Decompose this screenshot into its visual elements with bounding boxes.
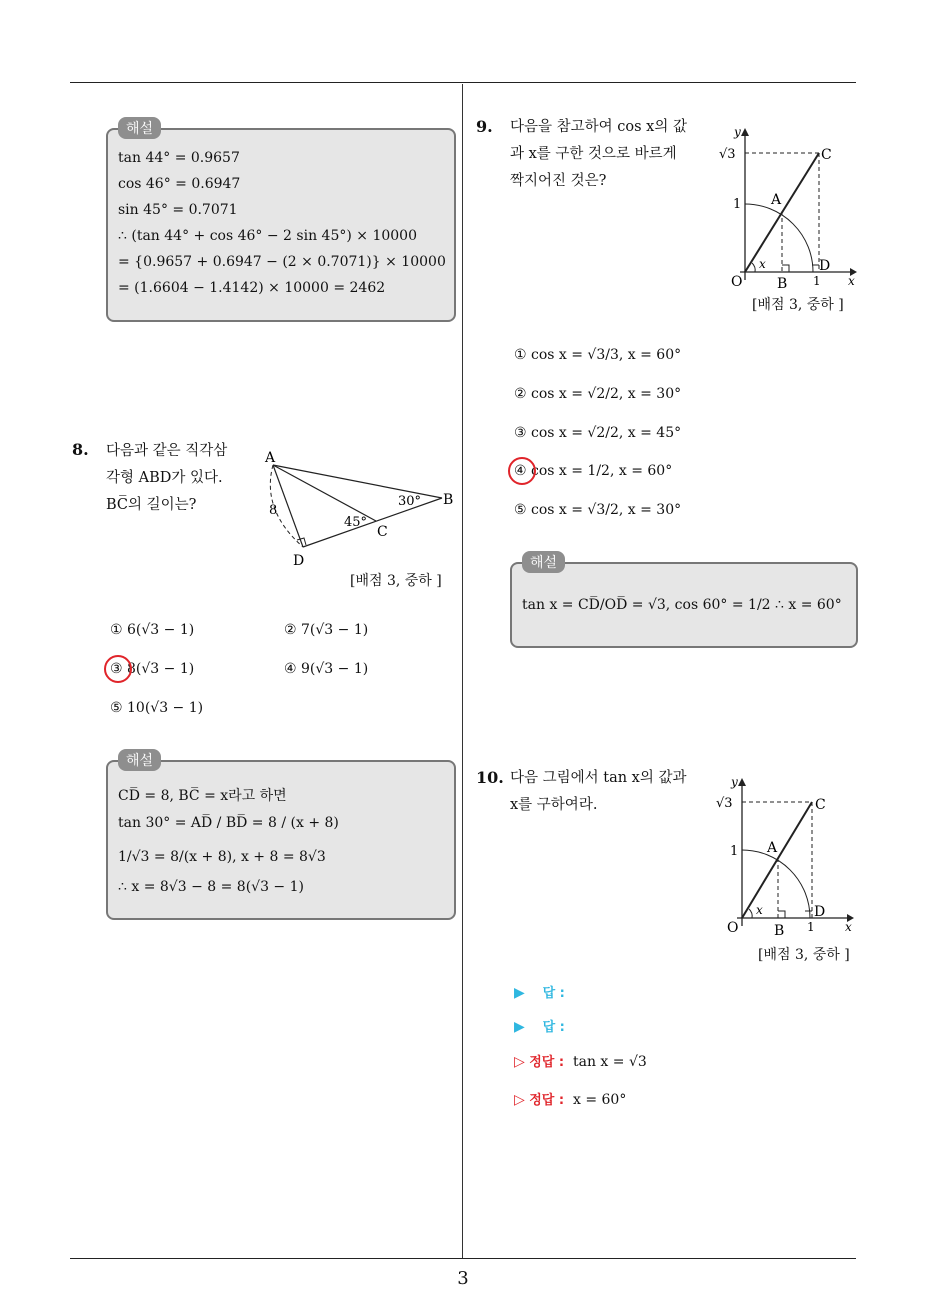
q9-text-line: 다음을 참고하여 cos x의 값 [510, 119, 687, 135]
q10-source: [배점 3, 중하 ] [758, 947, 850, 963]
q9-choice-4[interactable]: ④ cos x = 1/2, x = 60° [514, 463, 673, 479]
q8-label-c: C [377, 524, 388, 540]
q9-label-one-y: 1 [733, 197, 742, 212]
q9-unit-circle-figure [715, 122, 865, 292]
q9-label-angle: x [759, 257, 766, 271]
q9-source: [배점 3, 중하 ] [752, 297, 844, 313]
q8-question-text [106, 438, 227, 519]
column-divider [462, 84, 463, 1259]
q10-label-c: C [815, 797, 826, 813]
q10-label-b: B [774, 923, 785, 939]
q8-source: [배점 3, 중하 ] [350, 573, 442, 589]
q9-label-x: x [848, 274, 855, 288]
q8-solution-line: CD̅ = 8, BC̅ = x라고 하면 [118, 788, 287, 804]
q9-solution-line: tan x = CD̅/OD̅ = √3, cos 60° = 1/2 ∴ x = 60° [522, 597, 842, 613]
q10-answer-1 [514, 982, 565, 1001]
q10-answer-label: 답 : [542, 986, 565, 1001]
q8-text-line: BC̅의 길이는? [106, 497, 197, 513]
bottom-rule [70, 1258, 856, 1259]
q10-angle-arc [749, 909, 752, 918]
q9-selected-mark [508, 457, 536, 485]
q10-correct-arrow-icon: ▷ [514, 1054, 525, 1070]
q10-answer-arrow-icon: ▶ [514, 1019, 525, 1035]
q8-label-d: D [293, 553, 305, 569]
q8-side-ac [273, 465, 376, 521]
q10-correct-arrow-icon: ▷ [514, 1092, 525, 1108]
q10-text-line: 다음 그림에서 tan x의 값과 [510, 770, 687, 786]
q8-solution-box [106, 760, 456, 920]
q8-side-ad [273, 465, 303, 547]
q10-question-text [510, 765, 687, 819]
q9-choice-5[interactable]: ⑤ cos x = √3/2, x = 30° [514, 502, 682, 518]
q8-number: 8. [72, 440, 89, 459]
q9-label-one-x: 1 [813, 274, 821, 288]
q9-solution-tag: 해설 [522, 551, 565, 573]
q10-answer-2 [514, 1016, 565, 1035]
q10-label-angle: x [756, 903, 763, 917]
q8-choice-1[interactable]: ① 6(√3 − 1) [110, 622, 195, 638]
q10-label-one-x: 1 [807, 920, 815, 934]
q8-text-line: 각형 ABD가 있다. [106, 470, 223, 486]
q8-choice-2[interactable]: ② 7(√3 − 1) [284, 622, 369, 638]
q10-unit-circle-figure [712, 772, 862, 942]
q10-correct-value-1: tan x = √3 [572, 1054, 647, 1070]
q10-y-arrow-icon [738, 778, 746, 786]
q9-label-o: O [731, 274, 743, 290]
q10-correct-1 [514, 1051, 647, 1070]
q8-choice-4[interactable]: ④ 9(√3 − 1) [284, 661, 369, 677]
q8-label-a: A [265, 450, 276, 466]
q10-text-line: x를 구하여라. [510, 797, 598, 813]
q9-right-angle-b [782, 265, 789, 272]
q9-label-b: B [777, 276, 788, 292]
q10-correct-label: 정답 : [529, 1093, 565, 1108]
q9-text-line: 짝지어진 것은? [510, 173, 607, 189]
q9-angle-arc [752, 263, 755, 272]
q8-solution-line: ∴ x = 8√3 − 8 = 8(√3 − 1) [118, 879, 304, 895]
q8-solution-tag: 해설 [118, 749, 161, 771]
q8-solution-line: 1/√3 = 8/(x + 8), x + 8 = 8√3 [118, 849, 326, 865]
q8-side-db [303, 498, 442, 547]
q8-label-angle-b: 30° [398, 494, 422, 509]
q10-answer-arrow-icon: ▶ [514, 985, 525, 1001]
q7-solution-line: = (1.6604 − 1.4142) × 10000 = 2462 [118, 280, 386, 296]
q10-right-angle-b [778, 911, 785, 918]
q10-answer-label: 답 : [542, 1020, 565, 1035]
q9-number: 9. [476, 117, 493, 136]
q7-solution-line: tan 44° = 0.9657 [118, 150, 240, 166]
q8-choice-5[interactable]: ⑤ 10(√3 − 1) [110, 700, 204, 716]
q8-label-angle-c: 45° [344, 515, 368, 530]
q8-label-b: B [443, 492, 454, 508]
q8-label-side: 8 [269, 503, 278, 518]
page-number: 3 [457, 1268, 469, 1289]
q10-correct-label: 정답 : [529, 1055, 565, 1070]
q8-solution-line: tan 30° = AD̅ / BD̅ = 8 / (x + 8) [118, 815, 339, 831]
q9-choice-2[interactable]: ② cos x = √2/2, x = 30° [514, 386, 682, 402]
q10-label-o: O [727, 920, 739, 936]
q10-correct-2 [514, 1089, 626, 1108]
q7-solution-line: ∴ (tan 44° + cos 46° − 2 sin 45°) × 10000 [118, 228, 417, 244]
q9-label-a: A [771, 192, 782, 208]
q7-solution-line: cos 46° = 0.6947 [118, 176, 241, 192]
q9-label-d: D [819, 258, 831, 274]
q9-arc [745, 204, 813, 272]
top-rule [70, 82, 856, 83]
q7-solution-tag: 해설 [118, 117, 161, 139]
q9-choice-1[interactable]: ① cos x = √3/3, x = 60° [514, 347, 682, 363]
q7-solution-line: sin 45° = 0.7071 [118, 202, 238, 218]
q10-label-x: x [845, 920, 852, 934]
q10-label-root3: √3 [716, 796, 733, 811]
q10-label-y: y [731, 775, 738, 789]
q10-label-d: D [814, 904, 826, 920]
q8-selected-mark [104, 655, 132, 683]
q8-choice-3[interactable]: ③ 8(√3 − 1) [110, 661, 195, 677]
q8-triangle-figure [255, 448, 460, 573]
q10-label-one-y: 1 [730, 844, 739, 859]
q10-label-a: A [767, 840, 778, 856]
q9-choice-3[interactable]: ③ cos x = √2/2, x = 45° [514, 425, 682, 441]
q10-number: 10. [476, 768, 504, 787]
q9-text-line: 과 x를 구한 것으로 바르게 [510, 146, 677, 162]
q7-solution-line: = {0.9657 + 0.6947 − (2 × 0.7071)} × 10000 [118, 254, 446, 270]
q10-correct-value-2: x = 60° [572, 1092, 627, 1108]
q9-label-c: C [821, 147, 832, 163]
q9-question-text [510, 114, 687, 195]
q9-y-arrow-icon [741, 128, 749, 136]
q10-line-oc [742, 802, 812, 918]
q9-label-y: y [734, 125, 741, 139]
q9-label-root3: √3 [719, 147, 736, 162]
q8-text-line: 다음과 같은 직각삼 [106, 443, 228, 459]
